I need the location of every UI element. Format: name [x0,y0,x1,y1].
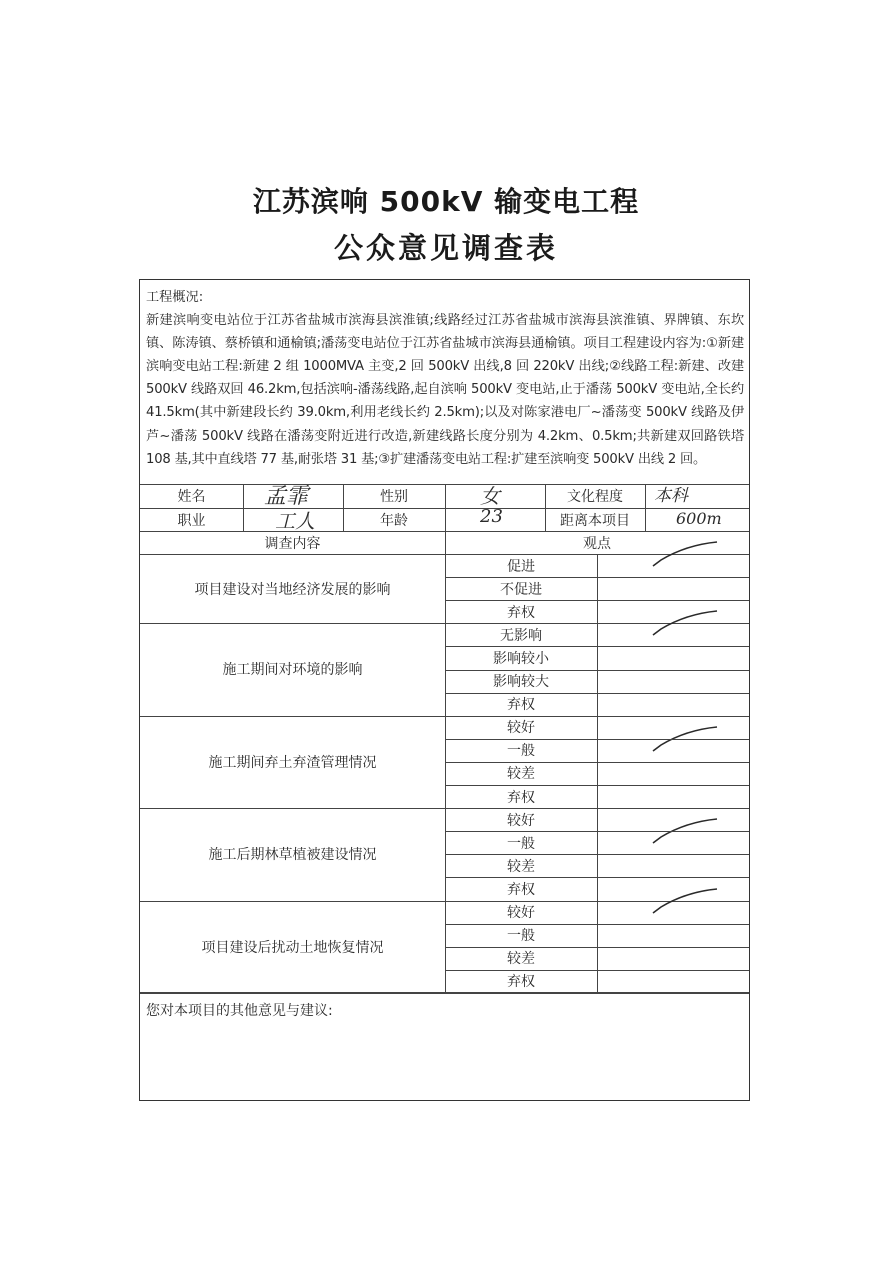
question-label: 施工期间对环境的影响 [222,662,363,679]
option-check-cell[interactable] [597,670,749,693]
checkmark-icon [651,725,721,755]
option-label: 不促进 [500,581,542,598]
distance-label: 距离本项目 [560,512,630,529]
option-label: 促进 [507,558,535,575]
option-check-cell[interactable] [597,970,749,993]
option-check-cell[interactable] [597,693,749,716]
option-label: 弃权 [507,604,535,621]
project-overview [146,286,744,471]
option-check-cell[interactable] [597,901,749,924]
option-label: 影响较大 [493,674,549,691]
checkmark-icon [651,887,721,917]
gender-value: 女 [480,484,500,508]
option-label: 较好 [507,812,535,829]
option-check-cell[interactable] [597,739,749,762]
name-label: 姓名 [177,489,206,505]
option-check-cell[interactable] [597,785,749,808]
option-label: 较差 [507,951,535,968]
education-value: 本科 [654,486,688,506]
distance-value: 600m [676,509,722,528]
option-check-cell[interactable] [597,623,749,646]
option-label: 弃权 [507,789,535,806]
age-value: 23 [480,506,503,527]
option-check-cell[interactable] [597,947,749,970]
opinion-header: 观点 [583,535,611,552]
gender-label: 性别 [380,489,408,505]
option-label: 一般 [507,743,535,760]
option-label: 较好 [507,720,535,737]
option-check-cell[interactable] [597,762,749,785]
option-label: 一般 [507,928,535,945]
checkmark-icon [651,817,721,847]
option-check-cell[interactable] [597,924,749,947]
option-label: 影响较小 [493,650,549,667]
option-check-cell[interactable] [597,577,749,600]
overview-text: 新建滨响变电站位于江苏省盐城市滨海县滨淮镇;线路经过江苏省盐城市滨海县滨淮镇、界牌镇、东坎镇、陈涛镇、蔡桥镇和通榆镇;潘荡变电站位于江苏省盐城市滨海县通榆镇。项目工程建设内容为:①新建滨响变电站工程:新建 2 组 1000MVA 主变,2 回 500kV 出线,8 回 220kV 出线;②线路工程:新建、改建 500kV 线路双回 46.2km,包括滨响-潘荡线路,起自滨响 500kV 变电站,止于潘荡 500kV 变电站,全长约 41.5km(其中新建段长约 39.0km,利用老线长约 2.5km);以及对陈家港电厂~潘荡变 500kV 线路及伊芦~潘荡 500kV 线路在潘荡变附近进行改造,新建线路长度分别为 4.2km、0.5km;共新建双回路铁塔 108 基,其中直线塔 77 基,耐张塔 31 基;③扩建潘荡变电站工程:扩建至滨响变 500kV 出线 2 回。 [146,313,744,467]
survey-form [139,279,750,1101]
document-subtitle: 公众意见调查表 [333,231,558,265]
question-label: 施工期间弃土弃渣管理情况 [208,754,377,771]
checkmark-icon [651,540,721,570]
document-title: 江苏滨响 500kV 输变电工程 [252,185,640,218]
occupation-label: 职业 [177,512,206,529]
option-label: 弃权 [507,974,535,991]
overview-label: 工程概况: [146,290,204,305]
content-header: 调查内容 [264,535,321,552]
option-label: 弃权 [507,881,535,898]
checkmark-icon [651,609,721,639]
option-check-cell[interactable] [597,646,749,669]
remarks-label: 您对本项目的其他意见与建议: [146,1003,333,1019]
option-check-cell[interactable] [597,831,749,854]
question-label: 施工后期林草植被建设情况 [208,847,377,864]
option-label: 较差 [507,858,535,875]
option-check-cell[interactable] [597,554,749,577]
option-label: 弃权 [507,697,535,714]
option-label: 无影响 [500,627,542,644]
age-label: 年龄 [380,512,408,529]
question-label: 项目建设对当地经济发展的影响 [194,581,391,598]
option-label: 较差 [507,766,535,783]
option-label: 一般 [507,835,535,852]
question-label: 项目建设后扰动土地恢复情况 [201,939,384,956]
option-check-cell[interactable] [597,854,749,877]
education-label: 文化程度 [567,489,623,505]
name-value: 孟霏 [264,484,309,509]
occupation-value: 工人 [275,509,315,533]
option-label: 较好 [507,905,535,922]
